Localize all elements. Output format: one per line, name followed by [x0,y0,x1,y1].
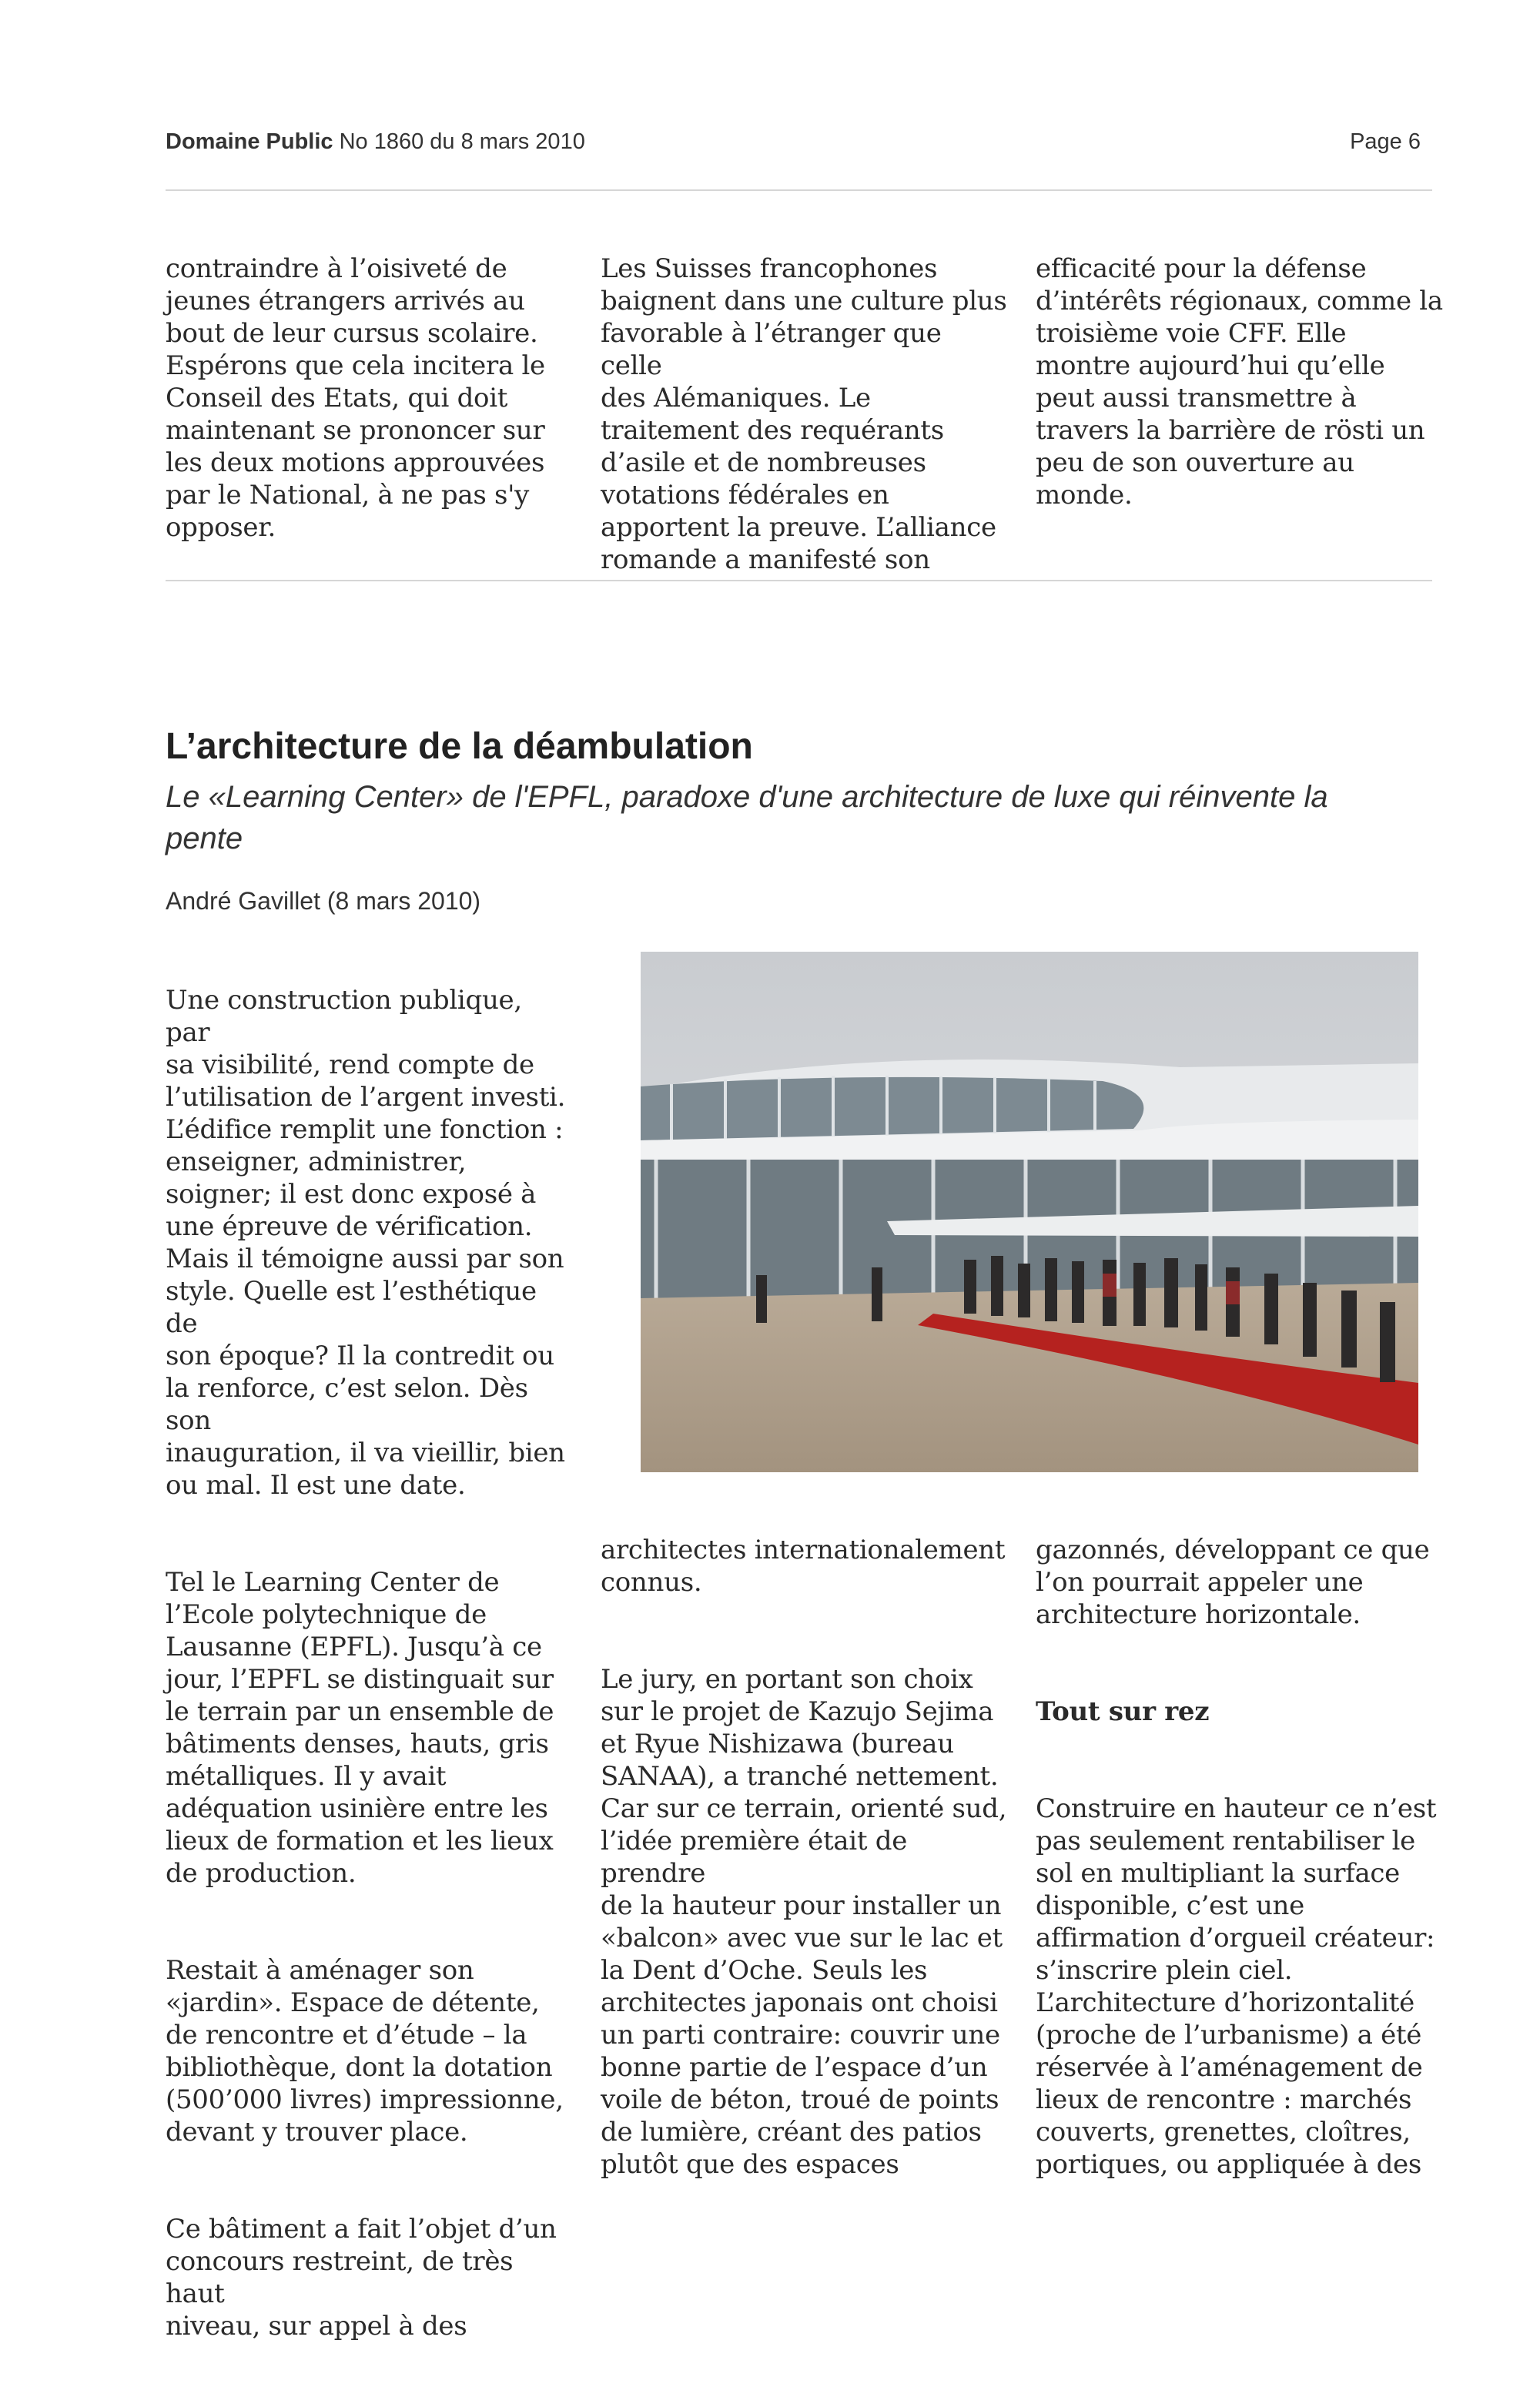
article-col3 [1036,1501,1444,2245]
header-divider [166,189,1432,191]
paragraph: Une construction publique, par sa visibilité, rend compte de l’utilisation de l’argent investi. L’édifice remplit une fonction : enseigner, administrer, soigner; il est donc exposé à une épreuve de vérification. Mais il témoigne aussi par son style. Quelle est l’esthétique de son époque? Il la contredit ou la renforce, c’est selon. Dès son inauguration, il va vieillir, bien ou mal. Il est une date. [166,985,566,1501]
page-number: Page 6 [1350,129,1421,154]
paragraph: Le jury, en portant son choix sur le projet de Kazujo Sejima et Ryue Nishizawa (bureau SANAA), a tranché nettement. Car sur ce terrain, orienté sud, l’idée première était de prendre de la hauteur pour installer un «balcon» avec vue sur le lac et la Dent d’Oche. Seuls les architectes japonais ont choisi un parti contraire: couvrir une bonne partie de l’espace d’un voile de béton, troué de points de lumière, créant des patios plutôt que des espaces [601,1664,1007,2180]
paragraph: Tel le Learning Center de l’Ecole polytechnique de Lausanne (EPFL). Jusqu’à ce jour, l’EPFL se distinguait sur le terrain par un ensemble de bâtiments denses, hauts, gris métalliques. Il y avait adéquation usinière entre les lieux de formation et les lieux de production. [166,1567,554,1889]
paragraph: gazonnés, développant ce que l’on pourrait appeler une architecture horizontale. [1036,1535,1430,1630]
paragraph: Ce bâtiment a fait l’objet d’un concours restreint, de très haut niveau, sur appel à des [166,2214,557,2342]
section-heading: Tout sur rez [1036,1696,1210,1727]
article-title: L’architecture de la déambulation [166,726,753,767]
paragraph: architectes internationalement connus. [601,1535,1006,1598]
article-divider [166,580,1432,581]
publication-name: Domaine Public [166,129,333,154]
page-header [166,129,1421,160]
paragraph: Restait à aménager son «jardin». Espace de détente, de rencontre et d’étude – la bibliothèque, dont la dotation (500’000 livres) impressionne, devant y trouver place. [166,1955,564,2148]
article-subtitle: Le «Learning Center» de l'EPFL, paradoxe d'une architecture de luxe qui réinvente la pente [166,780,1328,855]
paragraph: Construire en hauteur ce n’est pas seulement rentabiliser le sol en multipliant la surface disponible, c’est une affirmation d’orgueil créateur: s’inscrire plein ciel. L’architecture d’horizontalité (proche de l’urbanisme) a été réservée à l’aménagement de lieux de rencontre : marchés couverts, grenettes, cloîtres, portiques, ou appliquée à des [1036,1793,1437,2180]
prev-article-col1: contraindre à l’oisiveté de jeunes étrangers arrivés au bout de leur cursus scolaire. Espérons que cela incitera le Conseil des Etats, qui doit maintenant se prononcer sur les deux motions approuvées par le National, à ne pas s'y opposer. [166,253,545,543]
prev-article-col2: Les Suisses francophones baignent dans une culture plus favorable à l’étranger que celle des Alémaniques. Le traitement des requérants d’asile et de nombreuses votations fédérales en apportent la preuve. L’alliance romande a manifesté son [601,253,1007,575]
article-col1 [166,952,574,2407]
learning-center-photo [641,952,1418,1472]
issue-info: No 1860 du 8 mars 2010 [339,129,585,154]
article-byline: André Gavillet (8 mars 2010) [166,887,481,915]
prev-article-col3: efficacité pour la défense d’intérêts régionaux, comme la troisième voie CFF. Elle montre aujourd’hui qu’elle peut aussi transmettre à travers la barrière de rösti un peu de son ouverture au monde. [1036,253,1443,511]
article-col2 [601,1501,1009,2245]
